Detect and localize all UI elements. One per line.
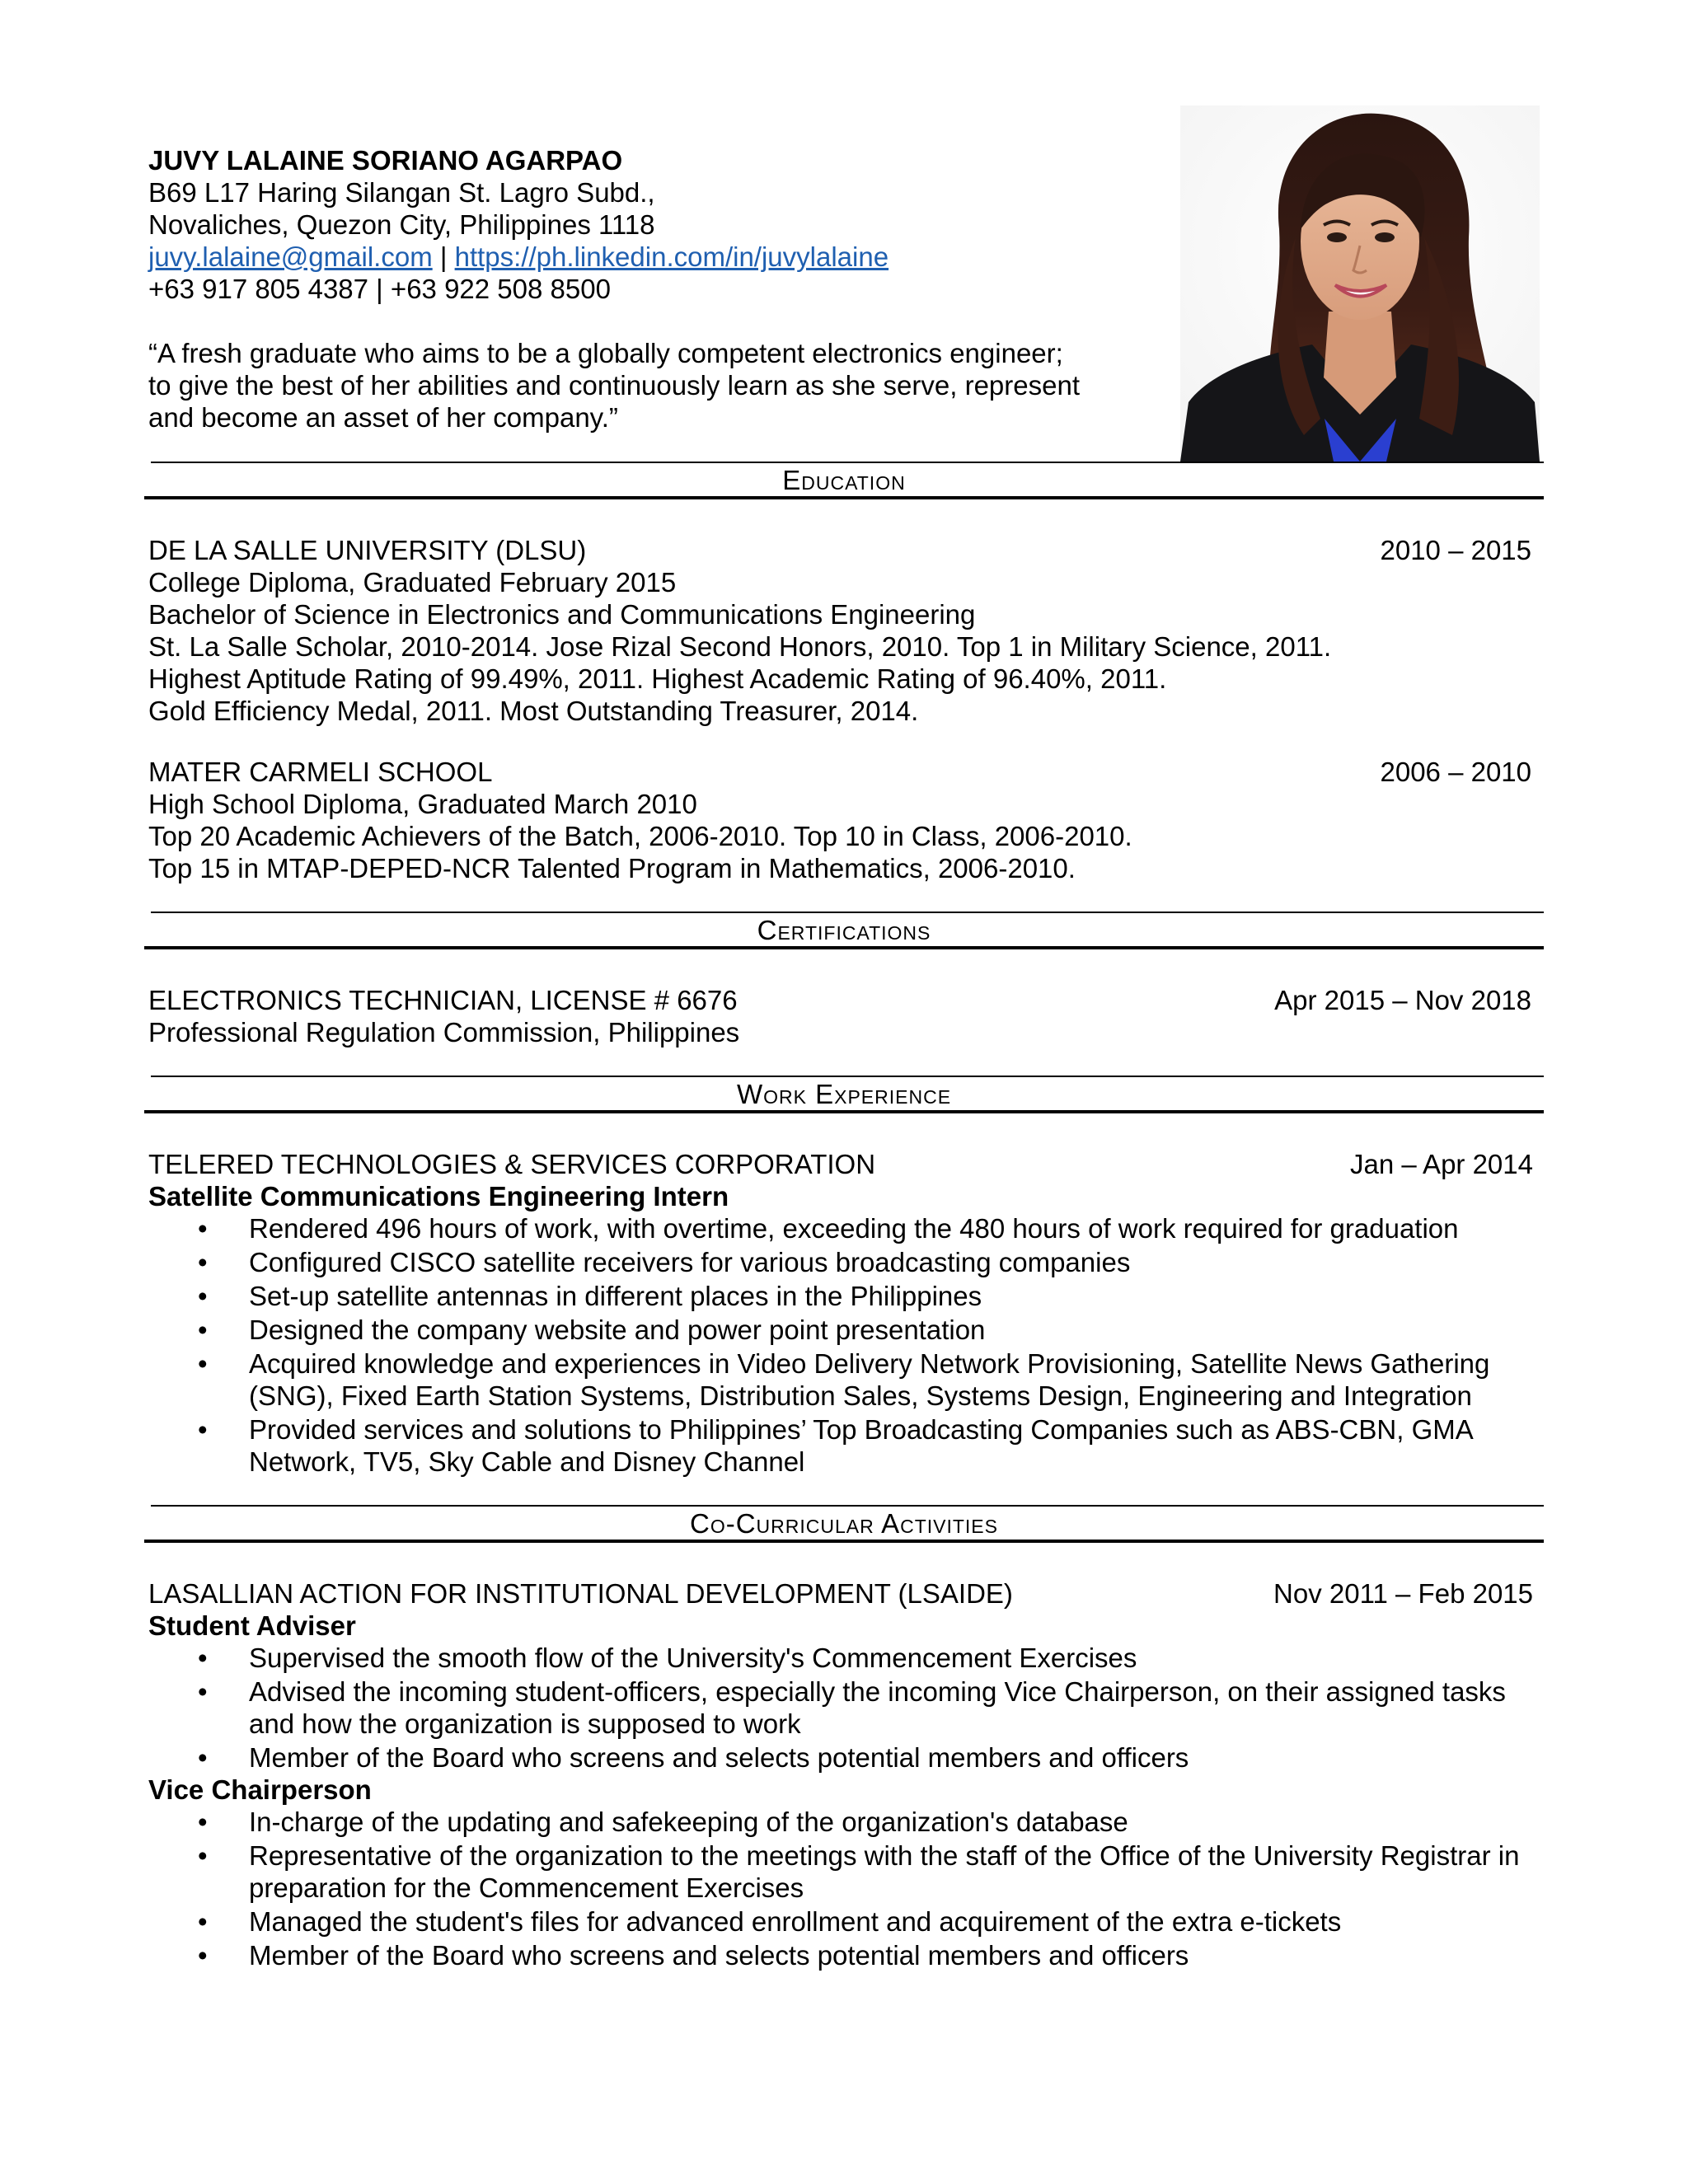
entry-heading-row: [148, 1577, 1533, 1610]
list-item: • Designed the company website and power point presentation: [148, 1314, 1533, 1346]
phone-numbers: +63 917 805 4387 | +63 922 508 8500: [148, 274, 611, 304]
link-separator: |: [432, 241, 455, 272]
rule-line: [151, 462, 1544, 463]
date-range: Nov 2011 – Feb 2015: [1273, 1578, 1533, 1609]
list-item: • Supervised the smooth flow of the University's Commencement Exercises: [148, 1642, 1533, 1674]
date-range: 2006 – 2010: [1380, 757, 1531, 787]
section-title: Education: [782, 465, 906, 495]
section-title: Co-Curricular Activities: [690, 1508, 998, 1539]
address-line-2: Novaliches, Quezon City, Philippines 1118: [148, 209, 655, 240]
contact-header: [148, 144, 1179, 434]
rule-line: [144, 496, 1544, 499]
list-item: • Acquired knowledge and experiences in Video Delivery Network Provisioning, Satellite News Gathering (SNG), Fixed Earth Station Systems, Distribution Sales, Systems Design, Engineering and Integration: [148, 1347, 1533, 1412]
certification-entry: [148, 984, 1533, 1048]
rule-line: [151, 1076, 1544, 1077]
linkedin-link[interactable]: https://ph.linkedin.com/in/juvylalaine: [454, 241, 889, 272]
objective-line: to give the best of her abilities and continuously learn as she serve, represent: [148, 370, 1080, 401]
list-item: • Member of the Board who screens and selects potential members and officers: [148, 1939, 1533, 1971]
email-link[interactable]: juvy.lalaine@gmail.com: [148, 241, 433, 272]
entry-detail-line: St. La Salle Scholar, 2010-2014. Jose Rizal Second Honors, 2010. Top 1 in Military Science, 2011.: [148, 631, 1332, 662]
contact-links: [148, 241, 1179, 273]
rule-line: [151, 1505, 1544, 1507]
section-header-education: [144, 462, 1544, 499]
objective-statement: [148, 337, 1179, 434]
company-name: TELERED TECHNOLOGIES & SERVICES CORPORATION: [148, 1149, 876, 1179]
entry-heading-row: [148, 1148, 1533, 1180]
rule-line: [151, 912, 1544, 913]
date-range: Jan – Apr 2014: [1349, 1149, 1533, 1179]
entry-heading-row: [148, 534, 1533, 566]
list-item: • Configured CISCO satellite receivers for various broadcasting companies: [148, 1246, 1533, 1278]
certification-title: ELECTRONICS TECHNICIAN, LICENSE # 6676: [148, 985, 738, 1015]
work-entry-telered: [148, 1148, 1533, 1478]
candidate-name: JUVY LALAINE SORIANO AGARPAO: [148, 145, 623, 176]
section-header-work-experience: [144, 1076, 1544, 1113]
education-entry-mater-carmeli: [148, 756, 1533, 884]
school-name: MATER CARMELI SCHOOL: [148, 757, 493, 787]
school-name: DE LA SALLE UNIVERSITY (DLSU): [148, 535, 587, 565]
role-bullets: [148, 1642, 1533, 1774]
organization-name: LASALLIAN ACTION FOR INSTITUTIONAL DEVELOPMENT (LSAIDE): [148, 1578, 1013, 1609]
rule-line: [144, 1540, 1544, 1543]
entry-heading-row: [148, 756, 1533, 788]
list-item: • Provided services and solutions to Philippines’ Top Broadcasting Companies such as ABS-CBN, GMA Network, TV5, Sky Cable and Disney Channel: [148, 1413, 1533, 1478]
objective-line: and become an asset of her company.”: [148, 402, 618, 433]
role-title: Student Adviser: [148, 1610, 356, 1641]
date-range: Apr 2015 – Nov 2018: [1274, 985, 1531, 1015]
list-item: • In-charge of the updating and safekeeping of the organization's database: [148, 1806, 1533, 1838]
address-line-1: B69 L17 Haring Silangan St. Lagro Subd.,: [148, 177, 655, 208]
entry-detail-line: Bachelor of Science in Electronics and Communications Engineering: [148, 599, 976, 630]
date-range: 2010 – 2015: [1380, 535, 1531, 565]
objective-line: “A fresh graduate who aims to be a globally competent electronics engineer;: [148, 338, 1063, 368]
certification-issuer: Professional Regulation Commission, Philippines: [148, 1017, 740, 1047]
list-item: • Member of the Board who screens and selects potential members and officers: [148, 1741, 1533, 1774]
work-bullets: [148, 1212, 1533, 1478]
section-title: Work Experience: [736, 1079, 952, 1109]
entry-detail-line: High School Diploma, Graduated March 2010: [148, 789, 697, 819]
section-title: Certifications: [757, 915, 931, 945]
list-item: • Rendered 496 hours of work, with overtime, exceeding the 480 hours of work required for graduation: [148, 1212, 1533, 1244]
education-entry-dlsu: [148, 534, 1533, 727]
list-item: • Set-up satellite antennas in different places in the Philippines: [148, 1280, 1533, 1312]
role-bullets: [148, 1806, 1533, 1971]
section-header-certifications: [144, 912, 1544, 949]
job-title: Satellite Communications Engineering Intern: [148, 1181, 729, 1212]
entry-detail-line: College Diploma, Graduated February 2015: [148, 567, 677, 598]
profile-photo: [1180, 105, 1540, 462]
entry-detail-line: Highest Aptitude Rating of 99.49%, 2011. Highest Academic Rating of 96.40%, 2011.: [148, 663, 1167, 694]
entry-detail-line: Top 15 in MTAP-DEPED-NCR Talented Program in Mathematics, 2006-2010.: [148, 853, 1076, 883]
entry-detail-line: Top 20 Academic Achievers of the Batch, 2006-2010. Top 10 in Class, 2006-2010.: [148, 821, 1132, 851]
entry-heading-row: [148, 984, 1533, 1016]
section-header-co-curricular: [144, 1505, 1544, 1543]
list-item: • Representative of the organization to the meetings with the staff of the Office of the University Registrar in preparation for the Commencement Exercises: [148, 1840, 1533, 1904]
activity-entry-lsaide: [148, 1577, 1533, 1971]
list-item: • Managed the student's files for advanced enrollment and acquirement of the extra e-tickets: [148, 1905, 1533, 1938]
rule-line: [144, 1110, 1544, 1113]
list-item: • Advised the incoming student-officers, especially the incoming Vice Chairperson, on their assigned tasks and how the organization is supposed to work: [148, 1675, 1533, 1740]
rule-line: [144, 946, 1544, 949]
entry-detail-line: Gold Efficiency Medal, 2011. Most Outstanding Treasurer, 2014.: [148, 696, 919, 726]
role-title: Vice Chairperson: [148, 1774, 372, 1805]
